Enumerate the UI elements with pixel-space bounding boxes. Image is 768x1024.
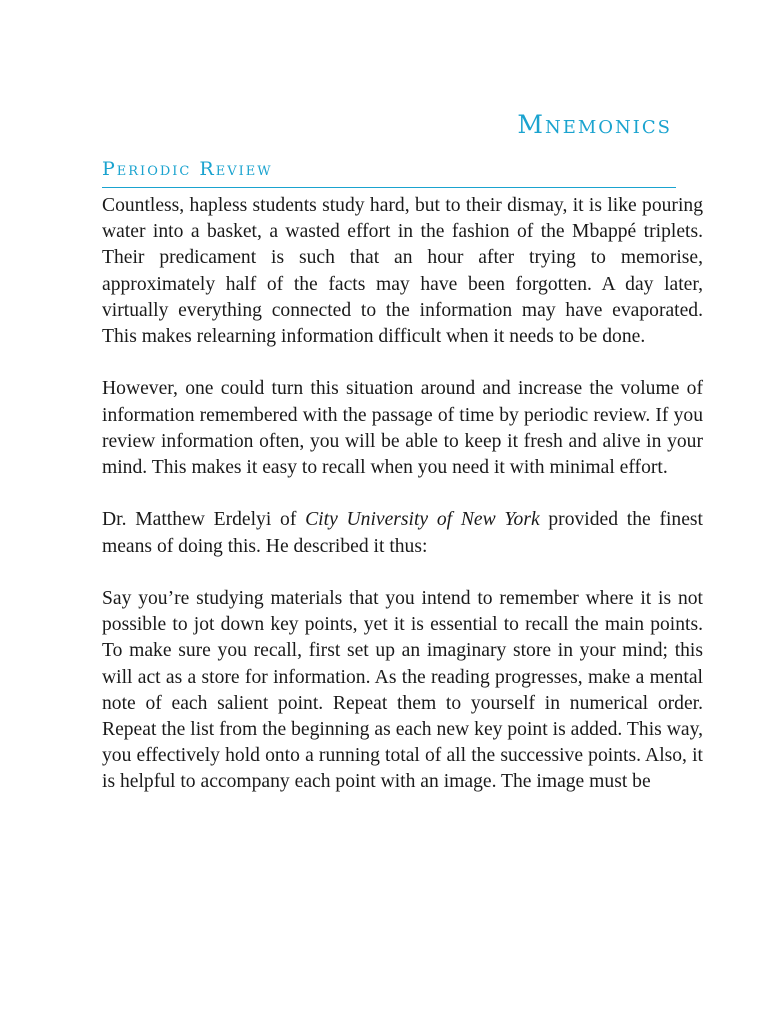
paragraph-3-before: Dr. Matthew Erdelyi of: [102, 509, 306, 531]
paragraph-2: However, one could turn this situation around and increase the volume of information remembered with the passage of time by periodic review. If you review information often, you will be able to keep it fresh and alive in your mind. This makes it easy to recall when you need it with minimal effort.: [102, 378, 703, 479]
paragraph-3-after: provided the finest means of doing this. He described it thus:: [102, 509, 703, 557]
paragraph-3: [102, 507, 703, 559]
institution-name: City University of New York: [305, 509, 540, 531]
chapter-title: Mnemonics: [517, 110, 672, 139]
section-heading: Periodic Review: [102, 158, 273, 180]
section-divider: [102, 187, 676, 188]
paragraph-1: Countless, hapless students study hard, but to their dismay, it is like pouring water into a basket, a wasted effort in the fashion of the Mbappé triplets. Their predicament is such that an hour after trying to memorise, approximately half of the facts may have been forgotten. A day later, virtually everything connected to the information may have evaporated. This makes relearning information difficult when it needs to be done.: [102, 195, 703, 348]
body-text: [102, 193, 703, 822]
paragraph-4: Say you’re studying materials that you intend to remember where it is not possible to jot down key points, yet it is essential to recall the main points. To make sure you recall, first set up an imaginary store in your mind; this will act as a store for information. As the reading progresses, make a mental note of each salient point. Repeat them to yourself in numerical order. Repeat the list from the beginning as each new key point is added. This way, you effectively hold onto a running total of all the successive points. Also, it is helpful to accompany each point with an image. The image must be: [102, 588, 703, 793]
